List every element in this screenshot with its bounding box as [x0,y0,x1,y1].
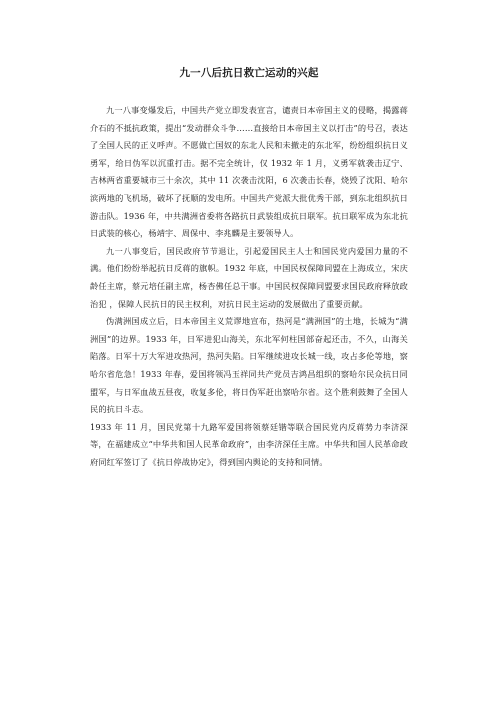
paragraph-fujian-government: 1933 年 11 月，国民党第十九路军爱国将领蔡廷锴等联合国民党内反蒋势力李济深等，在福建成立“中华共和国人民革命政府”，由李济深任主席。中华共和国人民革命政府同红军签订了《抗日停战协定》，得到国内舆论的支持和同情。 [90,421,408,467]
paragraph-rehe-chahar: 伪满洲国成立后，日本帝国主义荒谬地宣布，热河是“满洲国”的土地，长城为“满洲国”的边界。1933 年，日军进犯山海关，东北军何柱国部奋起还击，不久，山海关陷落。日军十万大军进攻热河，热河失陷。日军继续进攻长城一线，攻占多伦等地，察哈尔省危急！1933 年春，爱国将领冯玉祥同共产党员吉鸿昌组织的察哈尔民众抗日同盟军，与日军血战五昼夜，收复多伦，将日伪军赶出察哈尔省。这个胜利鼓舞了全国人民的抗日斗志。 [90,316,408,415]
paragraph-civil-rights-league: 九一八事变后，国民政府节节退让，引起爱国民主人士和国民党内爱国力量的不满。他们纷纷举起抗日反蒋的旗帜。1932 年底，中国民权保障同盟在上海成立，宋庆龄任主席，蔡元培任副主席，杨杏佛任总干事。中国民权保障同盟要求国民政府释放政治犯 ，保障人民抗日的民主权利，对抗日民主运动的发展做出了重要贡献。 [90,245,408,309]
document-title: 九一八后抗日救亡运动的兴起 [179,67,319,79]
paragraph-northeast-resistance: 九一八事变爆发后，中国共产党立即发表宣言，谴责日本帝国主义的侵略，揭露蒋介石的不抵抗政策，提出“发动群众斗争……直接给日本帝国主义以打击”的号召，表达了全国人民的正义呼声。不愿做亡国奴的东北人民和未撤走的东北军，纷纷组织抗日义勇军，给日伪军以沉重打击。据不完全统计，仅 1932 年 1 月，义勇军就袭击辽宁、吉林两省重要城市三十余次，其中 11 次袭击沈阳，6 次袭击长春，烧毁了沈阳、哈尔滨两地的飞机场，破坏了抚顺的发电所。中国共产党派大批优秀干部，到东北组织抗日游击队。1936 年，中共满洲省委将各路抗日武装组成抗日联军。抗日联军成为东北抗日武装的核心，杨靖宇、周保中、李兆麟是主要领导人。 [90,105,408,239]
